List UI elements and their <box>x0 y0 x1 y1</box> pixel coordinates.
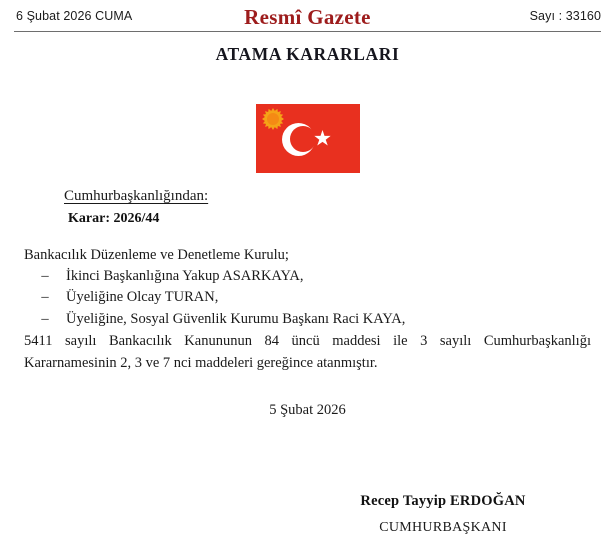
sunburst-icon <box>262 108 284 130</box>
appointment-text: Üyeliğine, Sosyal Güvenlik Kurumu Başkanı Raci KAYA, <box>66 310 406 327</box>
gazette-title: Resmî Gazete <box>244 5 371 29</box>
turkish-flag-icon <box>256 104 360 173</box>
page-title: ATAMA KARARLARI <box>215 44 400 64</box>
issue-number: Sayı : 33160 <box>529 9 601 23</box>
signatory-name: Recep Tayyip ERDOĞAN <box>360 493 526 509</box>
appointment-text: İkinci Başkanlığına Yakup ASARKAYA, <box>66 268 304 284</box>
signatory-title: CUMHURBAŞKANI <box>379 520 507 535</box>
masthead <box>0 0 615 32</box>
decision-number: Karar: 2026/44 <box>68 211 160 226</box>
dash-bullet: – <box>41 268 49 284</box>
list-item <box>24 287 591 308</box>
appointment-text: Üyeliğine Olcay TURAN, <box>66 289 219 306</box>
issuing-authority: Cumhurbaşkanlığından: <box>64 188 209 204</box>
signature-block <box>293 493 593 536</box>
decision-date: 5 Şubat 2026 <box>269 402 346 418</box>
dash-bullet: – <box>41 289 49 306</box>
masthead-divider <box>14 31 601 32</box>
decision-intro: Bankacılık Düzenleme ve Denetleme Kurulu; <box>24 247 289 263</box>
decision-body <box>24 188 591 375</box>
crescent-cutout <box>290 126 316 152</box>
appointment-list <box>24 266 591 330</box>
list-item <box>24 266 591 287</box>
legal-basis-paragraph: 5411 sayılı Bankacılık Kanununun 84 üncü maddesi ile 3 sayılı Cumhurbaşkanlığı Kararnamesinin 2, 3 ve 7 nci maddeleri gereğince atanmıştır. <box>24 333 591 372</box>
dash-bullet: – <box>41 310 49 327</box>
sunburst-core <box>267 113 279 125</box>
list-item <box>24 309 591 330</box>
publication-date: 6 Şubat 2026 CUMA <box>16 9 133 23</box>
